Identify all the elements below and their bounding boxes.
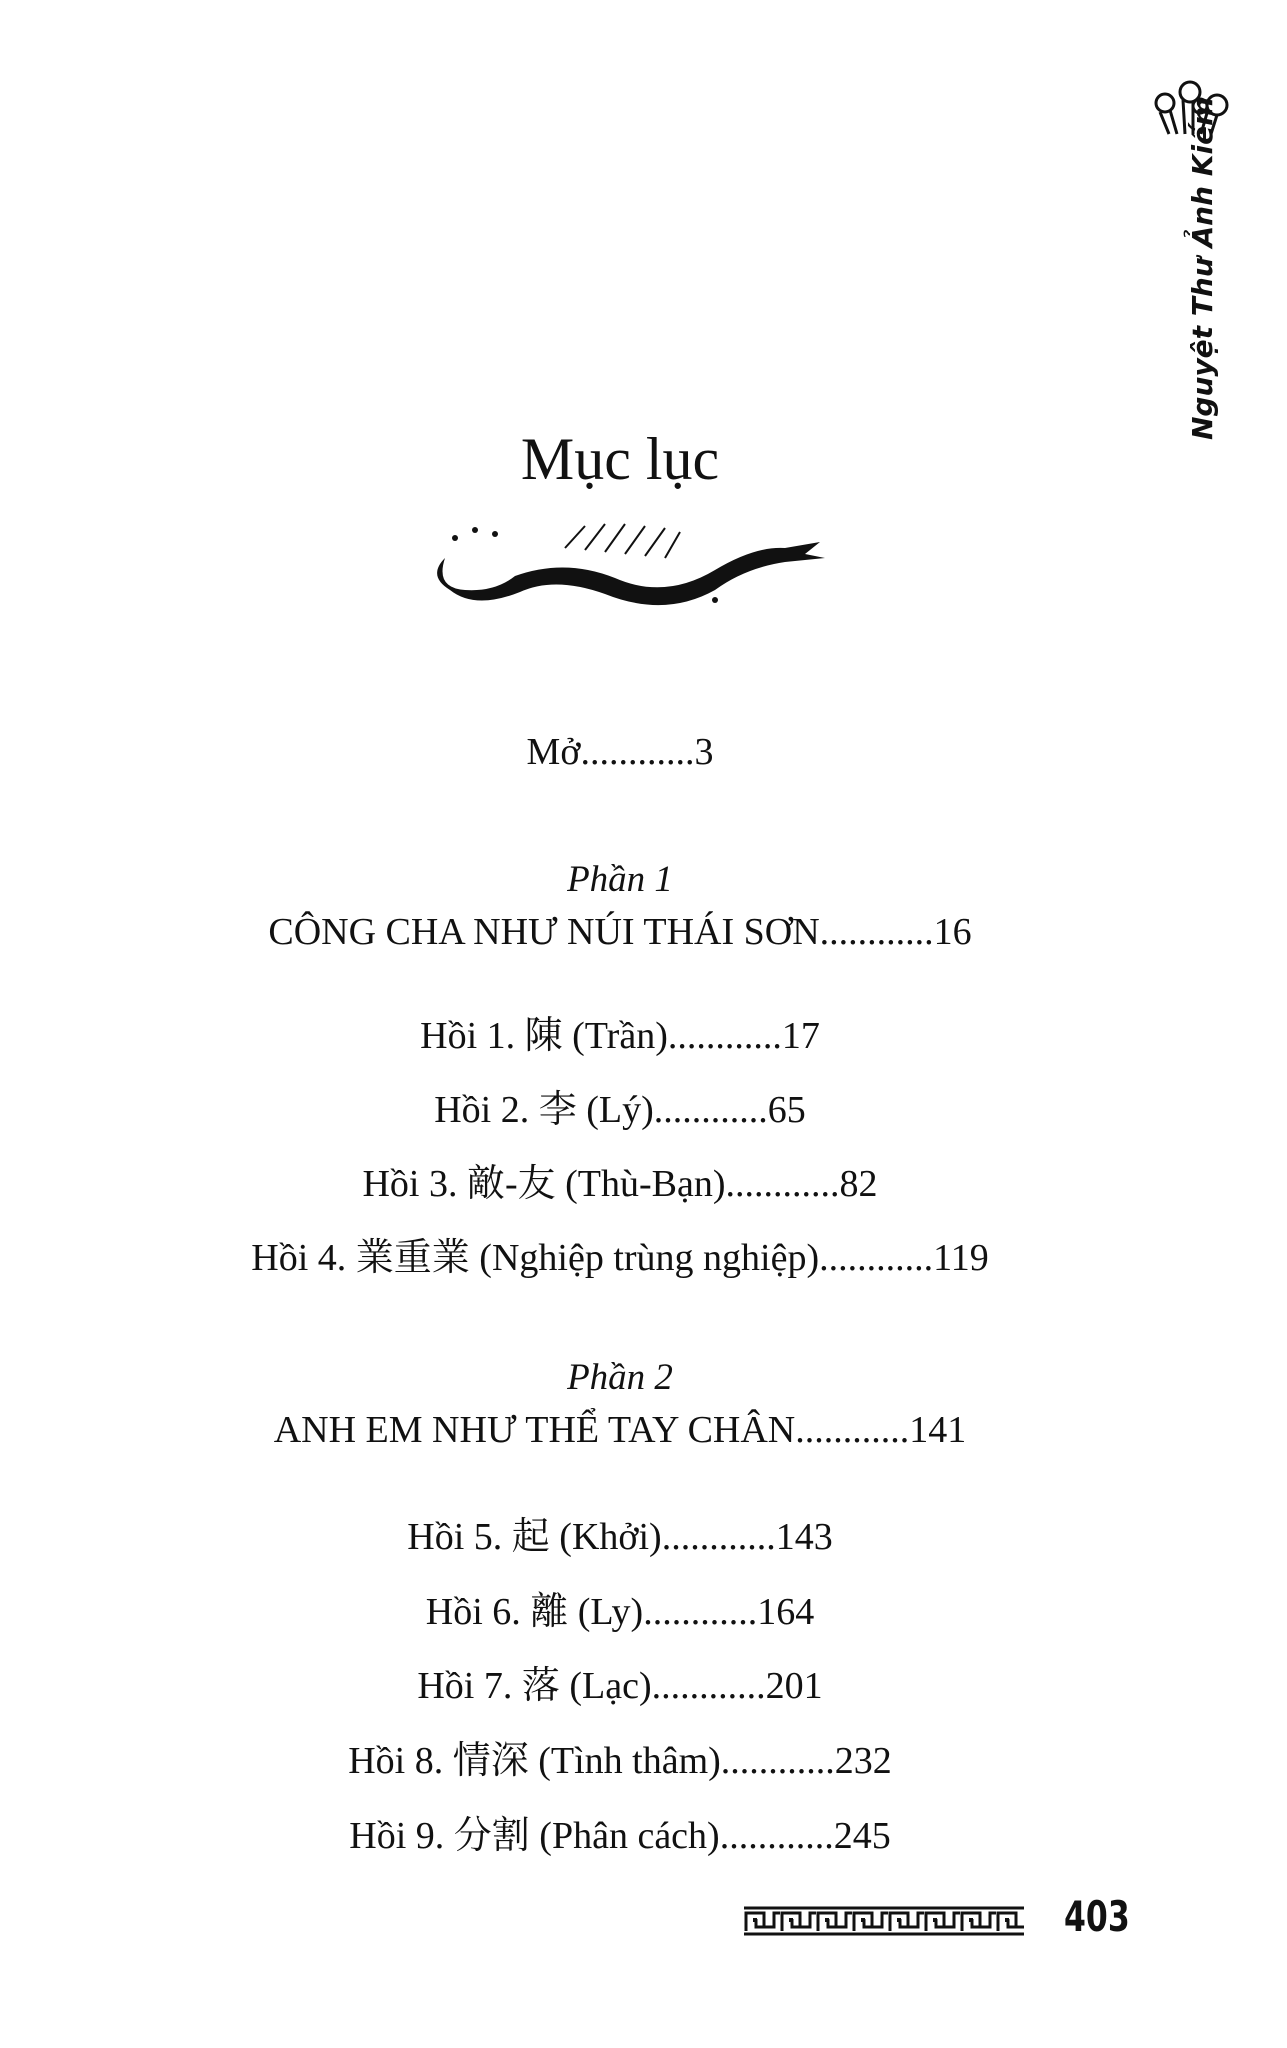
- toc-page: 232: [834, 1740, 892, 1782]
- han-characters: 陳: [524, 1015, 563, 1057]
- han-characters: 落: [521, 1665, 560, 1707]
- leader-dots: ............: [667, 1015, 782, 1057]
- toc-page: 201: [765, 1665, 823, 1707]
- chapter-label: Hồi 7.: [417, 1665, 513, 1707]
- chapter-label: Hồi 1.: [420, 1015, 516, 1057]
- toc-chapter-8[interactable]: [0, 1729, 1240, 1784]
- toc-chapter-9[interactable]: [0, 1804, 1240, 1859]
- toc-label: ANH EM NHƯ THỂ TAY CHÂN: [273, 1409, 796, 1451]
- han-characters: 起: [511, 1516, 550, 1558]
- toc-chapter-6[interactable]: [0, 1580, 1240, 1635]
- toc-page: 143: [775, 1516, 833, 1558]
- chapter-name: (Lý): [586, 1089, 654, 1131]
- han-characters: 李: [538, 1089, 577, 1131]
- toc-page: 82: [839, 1163, 878, 1205]
- page-title: Mục lục: [520, 426, 720, 492]
- page-number: 403: [1064, 1892, 1130, 1941]
- toc-label: CÔNG CHA NHƯ NÚI THÁI SƠN: [268, 911, 820, 953]
- toc-chapter-4[interactable]: [0, 1226, 1240, 1281]
- chapter-label: Hồi 5.: [407, 1516, 503, 1558]
- toc-page: 164: [757, 1591, 815, 1633]
- greek-key-border-icon: [744, 1905, 1024, 1937]
- leader-dots: ............: [643, 1591, 758, 1633]
- chapter-label: Hồi 3.: [362, 1163, 458, 1205]
- part-2-label: Phần 2: [567, 1357, 673, 1398]
- toc-page: 65: [767, 1089, 806, 1131]
- toc-page: 141: [909, 1409, 967, 1451]
- part-1-title[interactable]: [0, 910, 1240, 954]
- chapter-name: (Ly): [577, 1591, 644, 1633]
- toc-page: 3: [694, 731, 714, 773]
- leader-dots: ............: [653, 1089, 768, 1131]
- part-2-title[interactable]: [0, 1408, 1240, 1452]
- leader-dots: ............: [651, 1665, 766, 1707]
- toc-page: 119: [933, 1237, 989, 1279]
- han-characters: 業重業: [355, 1237, 470, 1279]
- toc-chapter-1[interactable]: [0, 1004, 1240, 1059]
- leader-dots: ............: [661, 1516, 776, 1558]
- chapter-name: (Phân cách): [539, 1815, 720, 1857]
- part-1-label: Phần 1: [567, 859, 673, 900]
- han-characters: 分割: [453, 1815, 530, 1857]
- leader-dots: ............: [819, 911, 934, 953]
- han-characters: 情深: [452, 1740, 529, 1782]
- toc-chapter-7[interactable]: [0, 1654, 1240, 1709]
- toc-label: Mở: [526, 731, 581, 773]
- dragon-ornament-icon: [425, 518, 835, 608]
- toc-page: 245: [833, 1815, 891, 1857]
- chapter-name: (Trần): [572, 1015, 668, 1057]
- leader-dots: ............: [719, 1815, 834, 1857]
- chapter-name: (Tình thâm): [538, 1740, 721, 1782]
- chapter-name: (Khởi): [559, 1516, 662, 1558]
- chapter-label: Hồi 2.: [434, 1089, 530, 1131]
- han-characters: 離: [530, 1591, 569, 1633]
- toc-chapter-2[interactable]: [0, 1078, 1240, 1133]
- han-characters: 敵-友: [466, 1163, 556, 1205]
- leader-dots: ............: [720, 1740, 835, 1782]
- toc-chapter-5[interactable]: [0, 1505, 1240, 1560]
- toc-page: 17: [781, 1015, 820, 1057]
- chapter-name: (Nghiệp trùng nghiệp): [479, 1237, 820, 1279]
- chapter-name: (Thù-Bạn): [565, 1163, 726, 1205]
- leader-dots: ............: [725, 1163, 840, 1205]
- chapter-label: Hồi 8.: [348, 1740, 444, 1782]
- chapter-label: Hồi 4.: [251, 1237, 347, 1279]
- author-name-vertical: Nguyệt Thư Ảnh Kiếm: [1186, 96, 1219, 440]
- toc-opening[interactable]: [0, 730, 1240, 774]
- toc-page: 16: [933, 911, 972, 953]
- chapter-label: Hồi 9.: [349, 1815, 445, 1857]
- leader-dots: ............: [580, 731, 695, 773]
- chapter-name: (Lạc): [569, 1665, 652, 1707]
- toc-chapter-3[interactable]: [0, 1152, 1240, 1207]
- leader-dots: ............: [819, 1237, 934, 1279]
- chapter-label: Hồi 6.: [425, 1591, 521, 1633]
- leader-dots: ............: [795, 1409, 910, 1451]
